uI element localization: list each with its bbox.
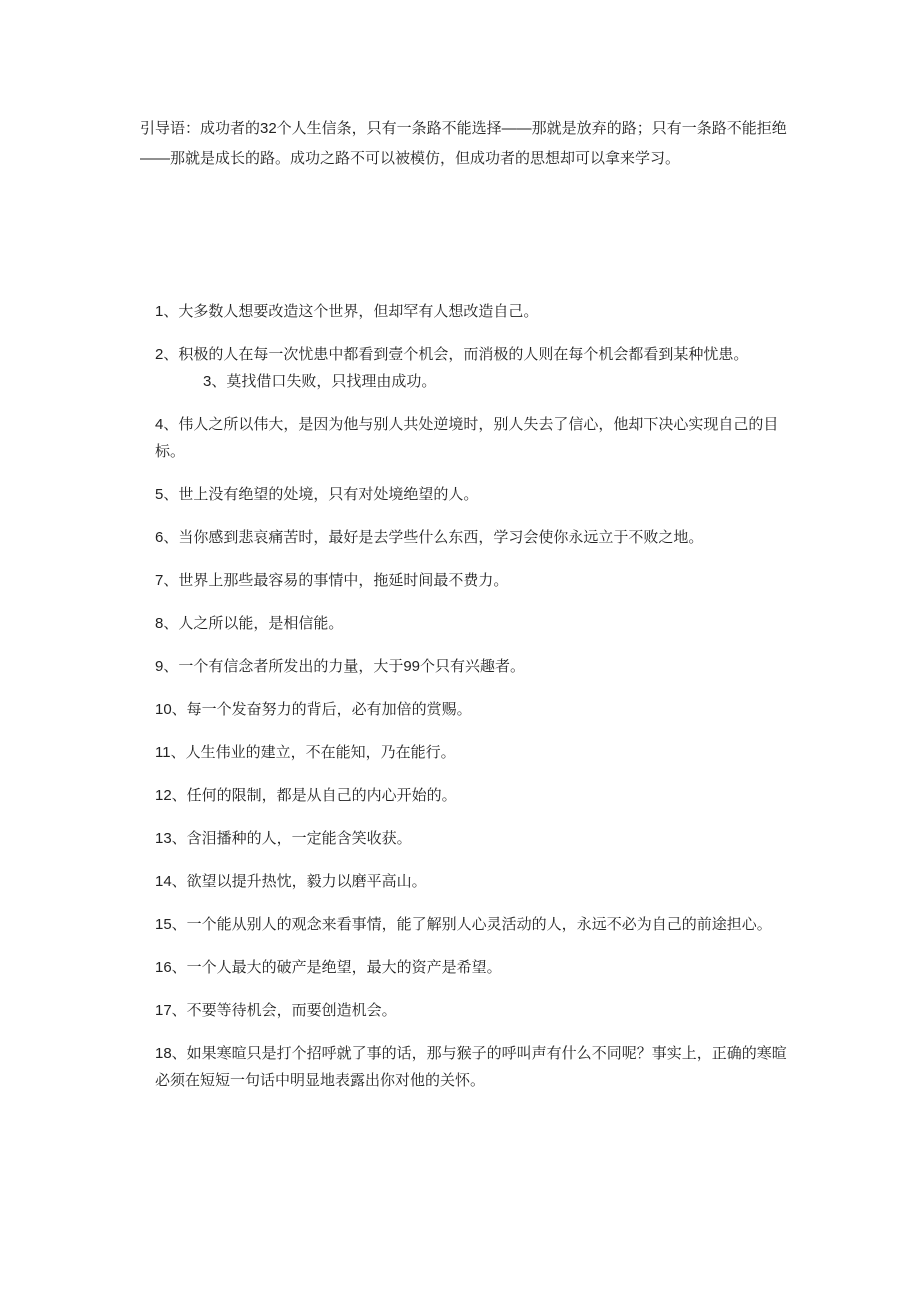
creed-list bbox=[155, 298, 800, 1110]
list-item: 8、人之所以能，是相信能。 bbox=[155, 615, 344, 632]
list-item: 5、世上没有绝望的处境，只有对处境绝望的人。 bbox=[155, 486, 479, 503]
list-item: 1、大多数人想要改造这个世界，但却罕有人想改造自己。 bbox=[155, 303, 539, 320]
list-item: 15、一个能从别人的观念来看事情，能了解别人心灵活动的人，永远不必为自己的前途担心。 bbox=[155, 916, 772, 933]
intro-paragraph: 引导语：成功者的32个人生信条，只有一条路不能选择——那就是放弃的路；只有一条路不能拒绝——那就是成长的路。成功之路不可以被模仿，但成功者的思想却可以拿来学习。 bbox=[140, 120, 787, 167]
list-item: 2、积极的人在每一次忧患中都看到壹个机会，而消极的人则在每个机会都看到某种忧患。 bbox=[155, 346, 749, 363]
list-item: 7、世界上那些最容易的事情中，拖延时间最不费力。 bbox=[155, 572, 509, 589]
list-item: 10、每一个发奋努力的背后，必有加倍的赏赐。 bbox=[155, 701, 472, 718]
list-item: 9、一个有信念者所发出的力量，大于99个只有兴趣者。 bbox=[155, 658, 526, 675]
list-item: 14、欲望以提升热忱，毅力以磨平高山。 bbox=[155, 873, 427, 890]
list-item: 17、不要等待机会，而要创造机会。 bbox=[155, 1002, 397, 1019]
list-item: 16、一个人最大的破产是绝望，最大的资产是希望。 bbox=[155, 959, 502, 976]
list-item: 6、当你感到悲哀痛苦时，最好是去学些什么东西，学习会使你永远立于不败之地。 bbox=[155, 529, 704, 546]
list-item: 12、任何的限制，都是从自己的内心开始的。 bbox=[155, 787, 457, 804]
list-item: 13、含泪播种的人，一定能含笑收获。 bbox=[155, 830, 412, 847]
list-item: 4、伟人之所以伟大，是因为他与别人共处逆境时，别人失去了信心，他却下决心实现自己的目标。 bbox=[155, 416, 779, 460]
list-item: 11、人生伟业的建立，不在能知，乃在能行。 bbox=[155, 744, 456, 761]
list-item: 18、如果寒暄只是打个招呼就了事的话，那与猴子的呼叫声有什么不同呢？事实上，正确的寒暄必须在短短一句话中明显地表露出你对他的关怀。 bbox=[155, 1045, 787, 1089]
list-item: 3、莫找借口失败，只找理由成功。 bbox=[203, 373, 437, 390]
